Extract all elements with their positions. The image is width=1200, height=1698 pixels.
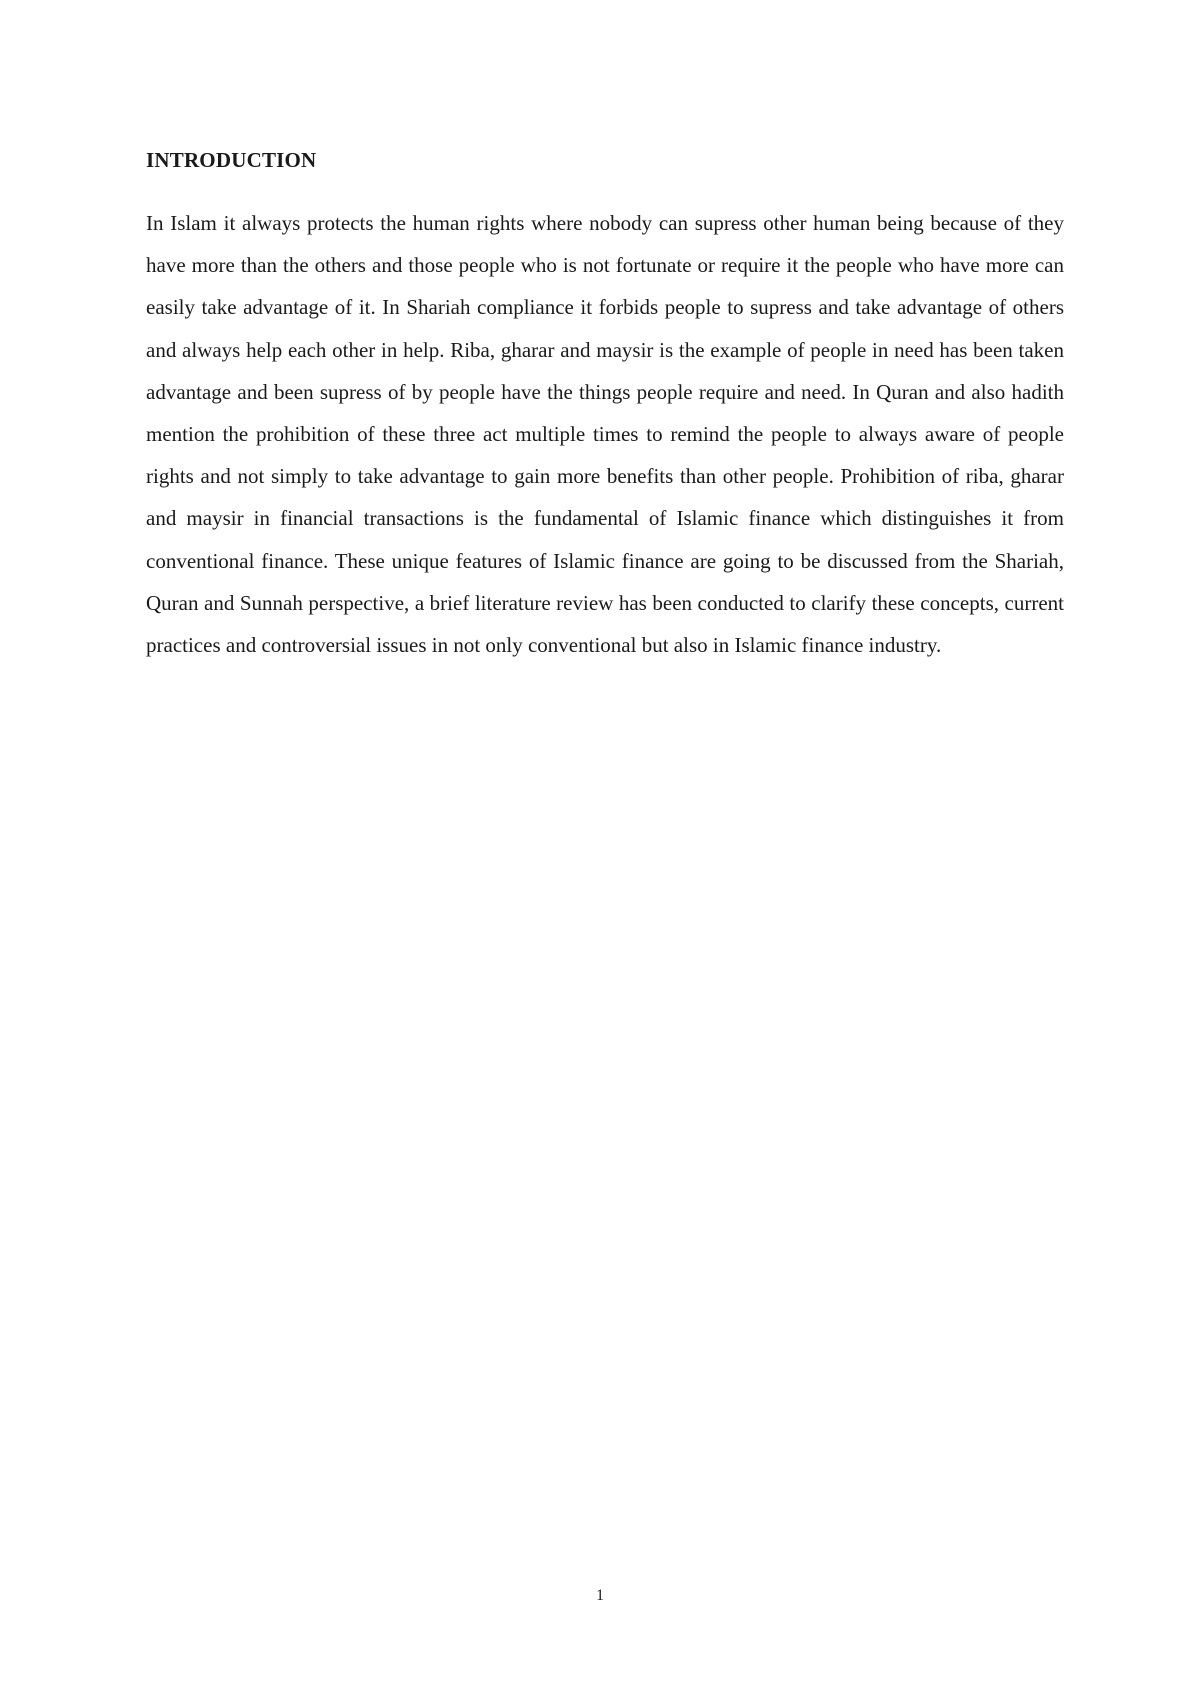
introduction-paragraph: In Islam it always protects the human rights where nobody can supress other human being because of they have more than the others and those people who is not fortunate or require it the people who have more can easily take advantage of it. In Shariah compliance it forbids people to supress and take advantage of others and always help each other in help. Riba, gharar and maysir is the example of people in need has been taken advantage and been supress of by people have the things people require and need. In Quran and also hadith mention the prohibition of these three act multiple times to remind the people to always aware of people rights and not simply to take advantage to gain more benefits than other people. Prohibition of riba, gharar and maysir in financial transactions is the fundamental of Islamic finance which distinguishes it from conventional finance. These unique features of Islamic finance are going to be discussed from the Shariah, Quran and Sunnah perspective, a brief literature review has been conducted to clarify these concepts, current practices and controversial issues in not only conventional but also in Islamic finance industry. <box>146 211 1064 658</box>
page-number: 1 <box>596 1587 604 1604</box>
section-heading: INTRODUCTION <box>146 148 317 172</box>
